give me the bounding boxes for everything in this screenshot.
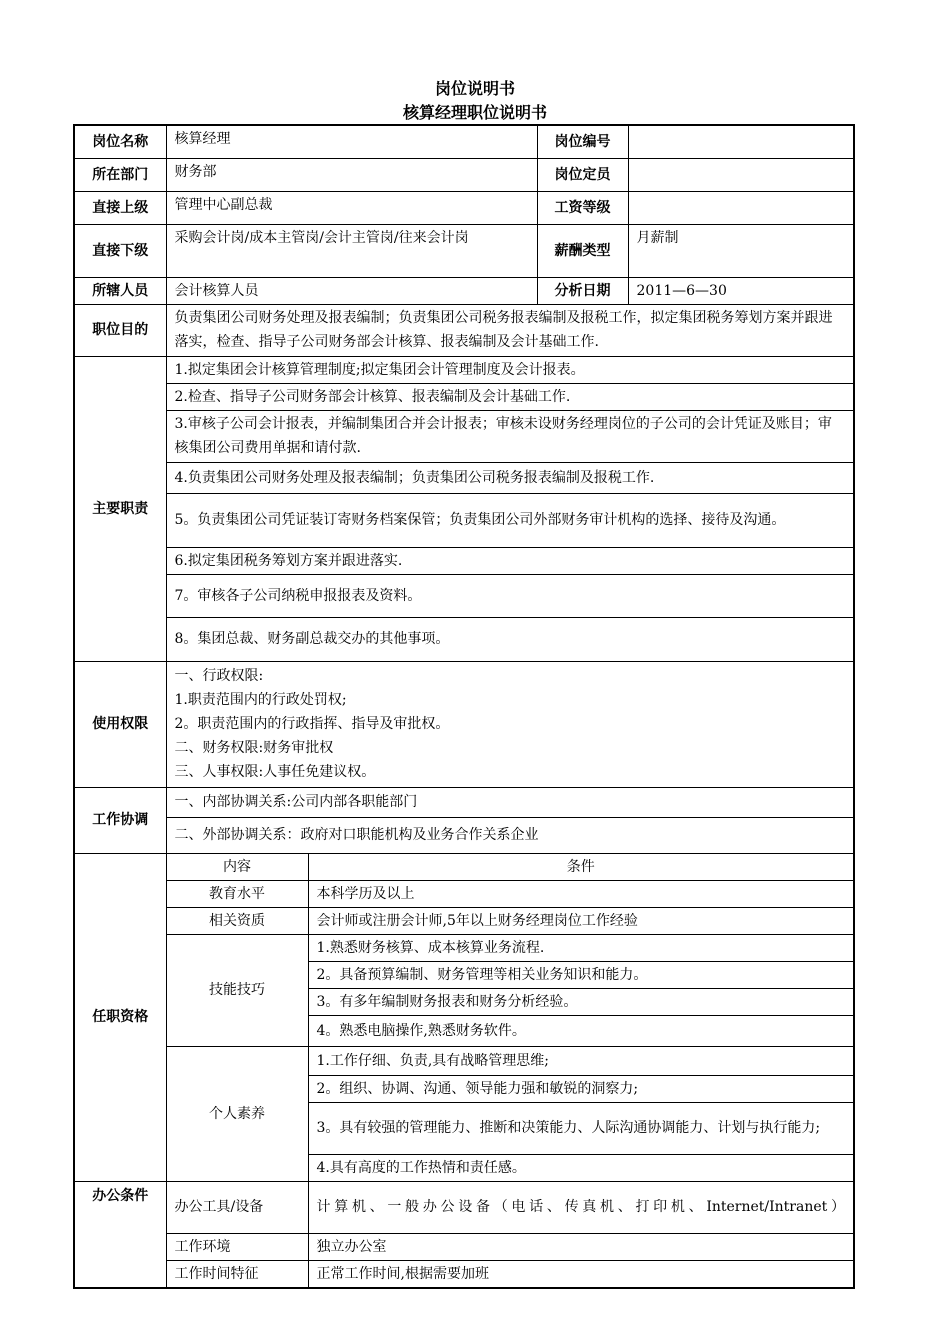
job-code-value: [628, 125, 854, 158]
skill-item: 4。熟悉电脑操作,熟悉财务软件。: [308, 1015, 854, 1046]
doc-title: 岗位说明书: [434, 79, 515, 98]
quality-item: 1.工作仔细、负责,具有战略管理思维;: [308, 1046, 854, 1075]
analysis-date-value: 2011—6—30: [628, 277, 854, 304]
headcount-label: 岗位定员: [537, 158, 628, 191]
duty-item: 8。集团总裁、财务副总裁交办的其他事项。: [166, 617, 854, 661]
authority-line: 2。职责范围内的行政指挥、指导及审批权。: [174, 716, 450, 732]
staff-value: 会计核算人员: [166, 277, 537, 304]
qualification-label: 任职资格: [74, 853, 166, 1181]
duty-item: 3.审核子公司会计报表，并编制集团合并会计报表；审核未设财务经理岗位的子公司的会计凭证及账目；审核集团公司费用单据和请付款.: [166, 410, 854, 462]
duty-item: 7。审核各子公司纳税申报报表及资料。: [166, 574, 854, 617]
authority-text: [166, 661, 854, 787]
duty-item: 4.负责集团公司财务处理及报表编制；负责集团公司税务报表编制及报税工作.: [166, 462, 854, 493]
headcount-value: [628, 158, 854, 191]
coordination-label: 工作协调: [74, 787, 166, 853]
pay-type-label: 薪酬类型: [537, 224, 628, 277]
purpose-text: 负责集团公司财务处理及报表编制；负责集团公司税务报表编制及报税工作，拟定集团税务筹划方案并跟进落实，检查、指导子公司财务部会计核算、报表编制及会计基础工作.: [166, 304, 854, 356]
qualities-label: 个人素养: [166, 1046, 308, 1181]
credential-value: 会计师或注册会计师,5年以上财务经理岗位工作经验: [308, 907, 854, 934]
skills-label: 技能技巧: [166, 934, 308, 1046]
office-label: 办公条件: [74, 1181, 166, 1288]
superior-label: 直接上级: [74, 191, 166, 224]
analysis-date-label: 分析日期: [537, 277, 628, 304]
subordinate-value: 采购会计岗/成本主管岗/会计主管岗/往来会计岗: [166, 224, 537, 277]
skill-item: 3。有多年编制财务报表和财务分析经验。: [308, 988, 854, 1015]
job-name-label: 岗位名称: [74, 125, 166, 158]
duty-item: 2.检查、指导子公司财务部会计核算、报表编制及会计基础工作.: [166, 383, 854, 410]
quality-item: 4.具有高度的工作热情和责任感。: [308, 1154, 854, 1181]
duty-item: 5。负责集团公司凭证装订寄财务档案保管；负责集团公司外部财务审计机构的选择、接待及沟通。: [166, 493, 854, 547]
salary-grade-label: 工资等级: [537, 191, 628, 224]
coordination-internal: 一、内部协调关系:公司内部各职能部门: [166, 787, 854, 817]
job-name-value: 核算经理: [166, 125, 537, 158]
duty-item: 1.拟定集团会计核算管理制度;拟定集团会计管理制度及会计报表。: [166, 356, 854, 383]
quality-item: 3。具有较强的管理能力、推断和决策能力、人际沟通协调能力、计划与执行能力;: [308, 1102, 854, 1154]
dept-value: 财务部: [166, 158, 537, 191]
purpose-label: 职位目的: [74, 304, 166, 356]
dept-label: 所在部门: [74, 158, 166, 191]
salary-grade-value: [628, 191, 854, 224]
authority-label: 使用权限: [74, 661, 166, 787]
col-condition-header: 条件: [308, 853, 854, 880]
doc-subtitle: 核算经理职位说明书: [402, 103, 547, 122]
credential-label: 相关资质: [166, 907, 308, 934]
coordination-external: 二、外部协调关系：政府对口职能机构及业务合作关系企业: [166, 817, 854, 853]
skill-item: 2。具备预算编制、财务管理等相关业务知识和能力。: [308, 961, 854, 988]
env-label: 工作环境: [166, 1233, 308, 1260]
tools-label: 办公工具/设备: [166, 1181, 308, 1233]
authority-line: 三、人事权限:人事任免建议权。: [174, 764, 376, 780]
tools-value: 计算机、一般办公设备（电话、传真机、打印机、Internet/Intranet）: [308, 1181, 854, 1233]
quality-item: 2。组织、协调、沟通、领导能力强和敏锐的洞察力;: [308, 1075, 854, 1102]
authority-line: 1.职责范围内的行政处罚权;: [174, 692, 347, 708]
staff-label: 所辖人员: [74, 277, 166, 304]
education-label: 教育水平: [166, 880, 308, 907]
col-content-header: 内容: [166, 853, 308, 880]
job-description-table: [73, 124, 855, 1289]
env-value: 独立办公室: [308, 1233, 854, 1260]
subordinate-label: 直接下级: [74, 224, 166, 277]
job-code-label: 岗位编号: [537, 125, 628, 158]
duties-label: 主要职责: [74, 356, 166, 661]
authority-line: 一、行政权限:: [174, 668, 264, 684]
hours-label: 工作时间特征: [166, 1260, 308, 1288]
superior-value: 管理中心副总裁: [166, 191, 537, 224]
education-value: 本科学历及以上: [308, 880, 854, 907]
authority-line: 二、财务权限:财务审批权: [174, 740, 334, 756]
skill-item: 1.熟悉财务核算、成本核算业务流程.: [308, 934, 854, 961]
pay-type-value: 月薪制: [628, 224, 854, 277]
hours-value: 正常工作时间,根据需要加班: [308, 1260, 854, 1288]
duty-item: 6.拟定集团税务筹划方案并跟进落实.: [166, 547, 854, 574]
